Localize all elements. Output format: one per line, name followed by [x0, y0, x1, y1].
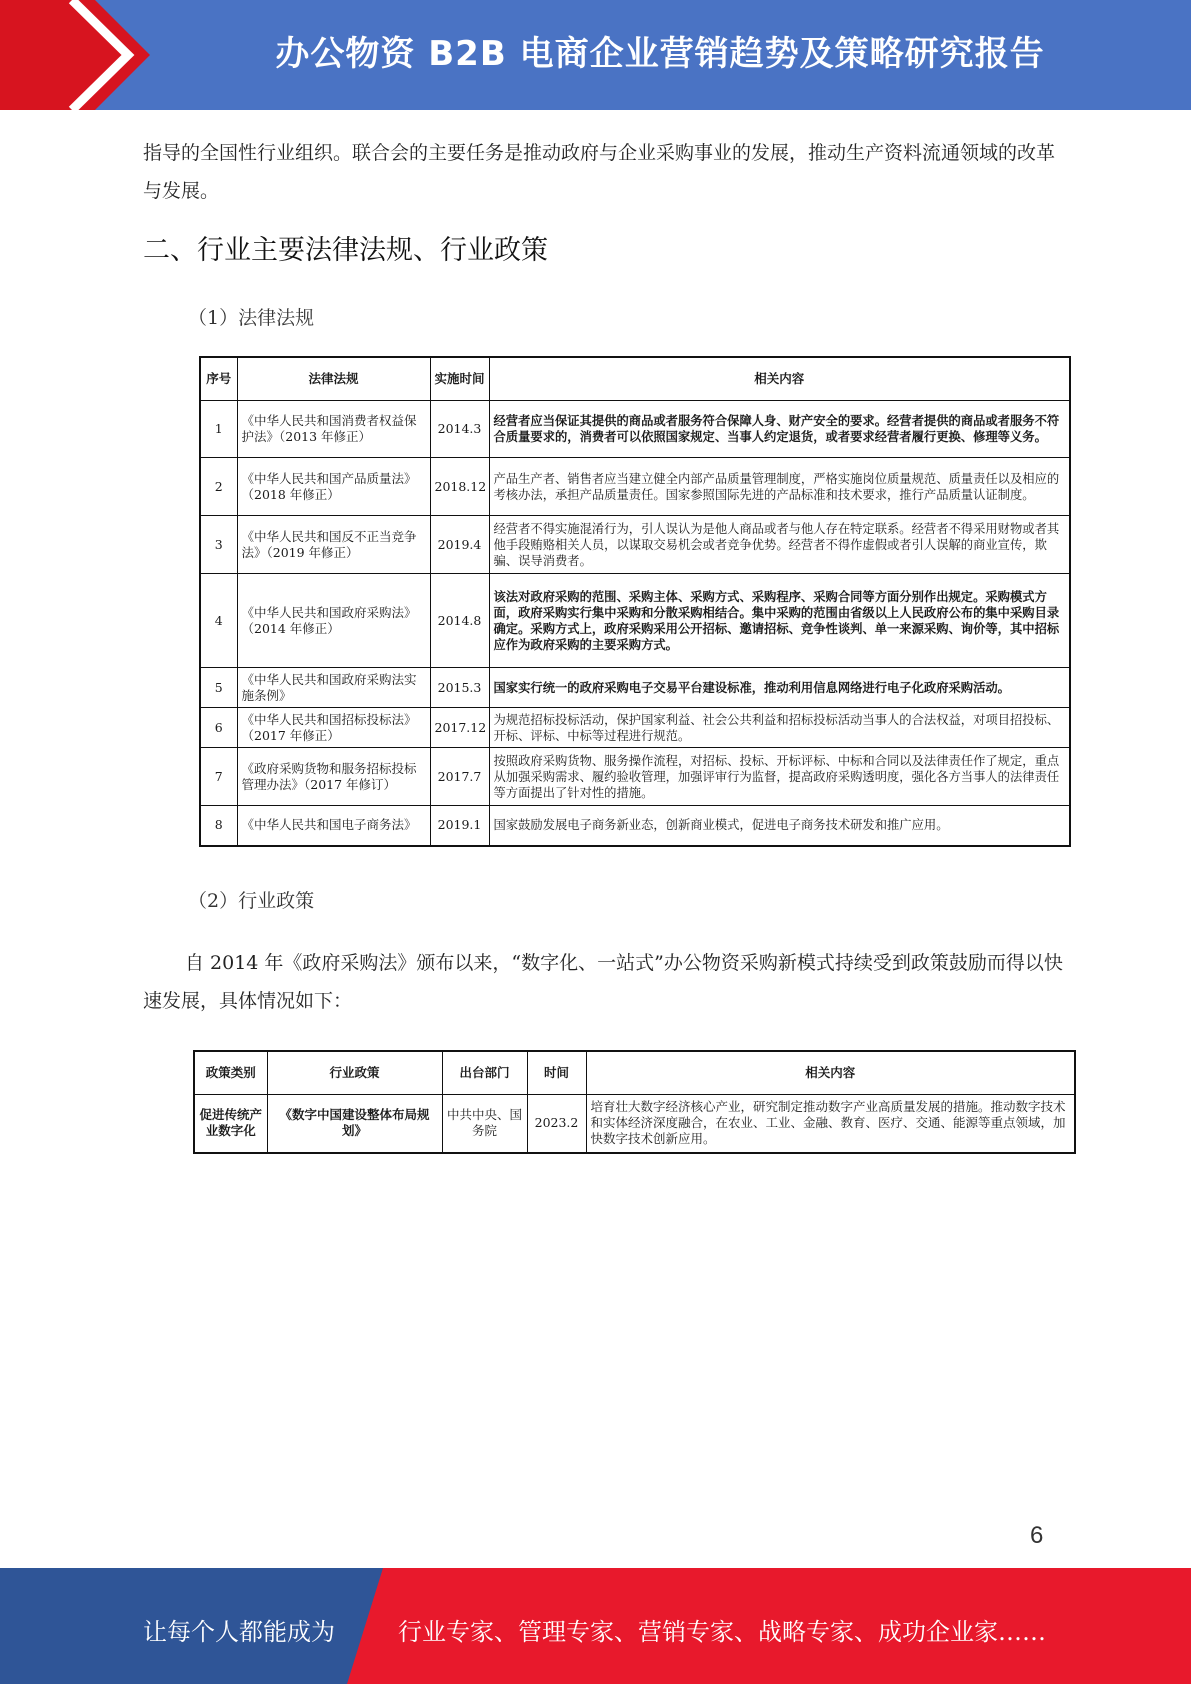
row-content: 产品生产者、销售者应当建立健全内部产品质量管理制度，严格实施岗位质量规范、质量责任以及相应的考核办法，承担产品质量责任。国家参照国际先进的产品标准和技术要求，推行产品质量认证制度。 [489, 458, 1070, 516]
footer-slogan-left: 让每个人都能成为 [143, 1618, 335, 1646]
row-date: 2023.2 [527, 1095, 586, 1153]
row-date: 2014.8 [430, 574, 489, 668]
col-header-category: 政策类别 [194, 1051, 267, 1095]
page-footer [0, 1568, 1191, 1684]
policy-table-header-row [194, 1051, 1075, 1095]
row-law: 《中华人民共和国反不正当竞争法》（2019 年修正） [237, 516, 430, 574]
row-date: 2019.1 [430, 806, 489, 846]
row-content: 按照政府采购货物、服务操作流程，对招标、投标、开标评标、中标和合同以及法律责任作了规定，重点从加强采购需求、履约验收管理，加强评审行为监督，提高政府采购透明度，强化各方当事人的法律责任等方面提出了针对性的措施。 [489, 748, 1070, 806]
row-no: 4 [200, 574, 237, 668]
header-red-arrow-graphic [0, 0, 160, 110]
col-header-date: 时间 [527, 1051, 586, 1095]
row-law: 《中华人民共和国消费者权益保护法》（2013 年修正） [237, 401, 430, 458]
intro-paragraph: 指导的全国性行业组织。联合会的主要任务是推动政府与企业采购事业的发展，推动生产资料流通领域的改革与发展。 [143, 142, 1056, 202]
row-no: 6 [200, 708, 237, 748]
table-row [200, 806, 1070, 846]
row-content: 国家实行统一的政府采购电子交易平台建设标准，推动利用信息网络进行电子化政府采购活动。 [489, 668, 1070, 708]
row-content: 经营者应当保证其提供的商品或者服务符合保障人身、财产安全的要求。经营者提供的商品或者服务不符合质量要求的，消费者可以依照国家规定、当事人约定退货，或者要求经营者履行更换、修理等义务。 [489, 401, 1070, 458]
section-heading: 二、行业主要法律法规、行业政策 [143, 235, 548, 266]
row-law: 《中华人民共和国政府采购法实施条例》 [237, 668, 430, 708]
table-row [200, 708, 1070, 748]
table-row [200, 574, 1070, 668]
page-header [0, 0, 1191, 110]
page-number: 6 [1030, 1522, 1044, 1549]
row-department: 中共中央、国务院 [442, 1095, 527, 1153]
policy-subheading: （2）行业政策 [188, 890, 315, 912]
row-no: 8 [200, 806, 237, 846]
col-header-policy: 行业政策 [267, 1051, 442, 1095]
row-no: 5 [200, 668, 237, 708]
row-date: 2018.12 [430, 458, 489, 516]
row-date: 2015.3 [430, 668, 489, 708]
row-no: 3 [200, 516, 237, 574]
row-content: 国家鼓励发展电子商务新业态，创新商业模式，促进电子商务技术研发和推广应用。 [489, 806, 1070, 846]
row-no: 1 [200, 401, 237, 458]
col-header-content: 相关内容 [586, 1051, 1075, 1095]
table-row [200, 668, 1070, 708]
table-row [194, 1095, 1075, 1153]
row-content: 为规范招标投标活动，保护国家利益、社会公共利益和招标投标活动当事人的合法权益，对项目招投标、开标、评标、中标等过程进行规范。 [489, 708, 1070, 748]
row-content: 该法对政府采购的范围、采购主体、采购方式、采购程序、采购合同等方面分别作出规定。采购模式方面，政府采购实行集中采购和分散采购相结合。集中采购的范围由省级以上人民政府公布的集中采购目录确定。采购方式上，政府采购采用公开招标、邀请招标、竞争性谈判、单一来源采购、询价等，其中招标应作为政府采购的主要采购方式。 [489, 574, 1070, 668]
col-header-law: 法律法规 [237, 357, 430, 401]
col-header-no: 序号 [200, 357, 237, 401]
laws-table-header-row [200, 357, 1070, 401]
row-law: 《中华人民共和国电子商务法》 [237, 806, 430, 846]
col-header-department: 出台部门 [442, 1051, 527, 1095]
row-law: 《中华人民共和国招标投标法》（2017 年修正） [237, 708, 430, 748]
row-category: 促进传统产业数字化 [194, 1095, 267, 1153]
row-law: 《中华人民共和国产品质量法》（2018 年修正） [237, 458, 430, 516]
laws-table [199, 356, 1071, 847]
table-row [200, 748, 1070, 806]
footer-slogan-right: 行业专家、管理专家、营销专家、战略专家、成功企业家…… [398, 1618, 1046, 1646]
laws-subheading: （1）法律法规 [188, 307, 315, 329]
policy-table [193, 1050, 1076, 1154]
table-row [200, 516, 1070, 574]
row-date: 2017.12 [430, 708, 489, 748]
policy-paragraph: 自 2014 年《政府采购法》颁布以来，“数字化、一站式”办公物资采购新模式持续受到政策鼓励而得以快速发展，具体情况如下： [143, 952, 1063, 1012]
row-date: 2019.4 [430, 516, 489, 574]
report-title: 办公物资 B2B 电商企业营销趋势及策略研究报告 [275, 34, 1045, 74]
row-date: 2017.7 [430, 748, 489, 806]
table-row [200, 458, 1070, 516]
row-content: 经营者不得实施混淆行为，引人误认为是他人商品或者与他人存在特定联系。经营者不得采用财物或者其他手段贿赂相关人员，以谋取交易机会或者竞争优势。经营者不得作虚假或者引人误解的商业宣传，欺骗、误导消费者。 [489, 516, 1070, 574]
row-no: 2 [200, 458, 237, 516]
row-law: 《中华人民共和国政府采购法》（2014 年修正） [237, 574, 430, 668]
row-law: 《政府采购货物和服务招标投标管理办法》（2017 年修订） [237, 748, 430, 806]
table-row [200, 401, 1070, 458]
col-header-content: 相关内容 [489, 357, 1070, 401]
col-header-date: 实施时间 [430, 357, 489, 401]
row-date: 2014.3 [430, 401, 489, 458]
row-policy: 《数字中国建设整体布局规划》 [267, 1095, 442, 1153]
row-no: 7 [200, 748, 237, 806]
row-content: 培育壮大数字经济核心产业，研究制定推动数字产业高质量发展的措施。推动数字技术和实体经济深度融合，在农业、工业、金融、教育、医疗、交通、能源等重点领域，加快数字技术创新应用。 [586, 1095, 1075, 1153]
